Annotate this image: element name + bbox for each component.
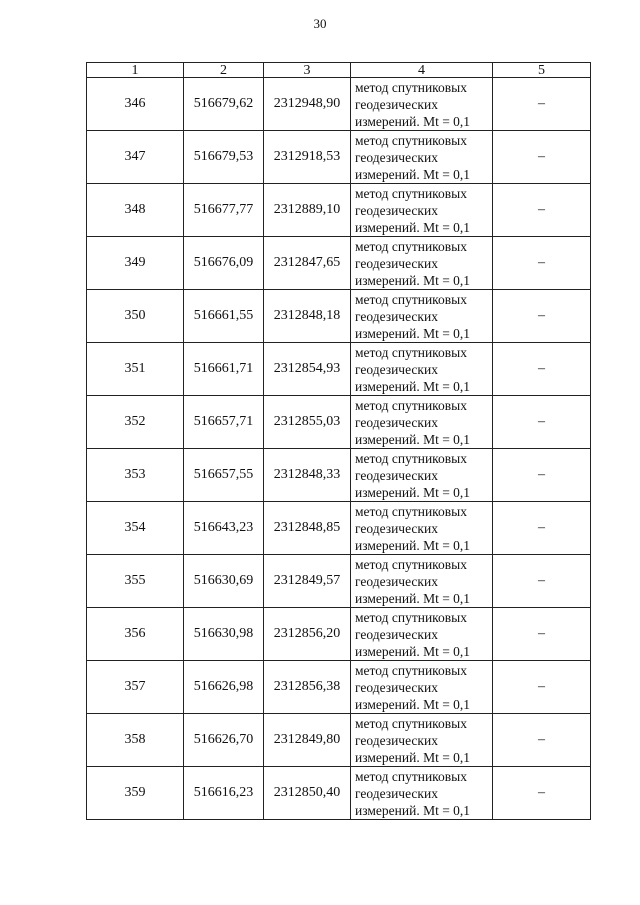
method-line: измерений. Mt = 0,1: [355, 537, 471, 553]
point-number-cell: 346: [87, 78, 184, 131]
method-line: измерений. Mt = 0,1: [355, 431, 471, 447]
y-coordinate-cell: 2312849,57: [264, 555, 351, 608]
table-row: [87, 237, 591, 290]
method-cell: [351, 343, 493, 396]
y-coordinate-cell: 2312850,40: [264, 767, 351, 820]
method-line: метод спутниковых: [355, 185, 467, 201]
method-cell: [351, 78, 493, 131]
method-cell: [351, 237, 493, 290]
method-line: геодезических: [355, 361, 438, 377]
note-cell: –: [493, 608, 591, 661]
x-coordinate-cell: 516626,70: [184, 714, 264, 767]
note-cell: –: [493, 502, 591, 555]
method-line: геодезических: [355, 308, 438, 324]
point-number-cell: 358: [87, 714, 184, 767]
note-cell: –: [493, 661, 591, 714]
method-line: геодезических: [355, 785, 438, 801]
method-line: измерений. Mt = 0,1: [355, 696, 471, 712]
method-line: метод спутниковых: [355, 291, 467, 307]
method-line: измерений. Mt = 0,1: [355, 802, 471, 818]
y-coordinate-cell: 2312848,33: [264, 449, 351, 502]
method-line: метод спутниковых: [355, 503, 467, 519]
point-number-cell: 350: [87, 290, 184, 343]
method-cell: [351, 767, 493, 820]
method-line: измерений. Mt = 0,1: [355, 219, 471, 235]
note-cell: –: [493, 449, 591, 502]
x-coordinate-cell: 516676,09: [184, 237, 264, 290]
y-coordinate-cell: 2312847,65: [264, 237, 351, 290]
point-number-cell: 351: [87, 343, 184, 396]
x-coordinate-cell: 516643,23: [184, 502, 264, 555]
column-header-2: 2: [184, 63, 264, 78]
method-line: геодезических: [355, 626, 438, 642]
note-cell: –: [493, 396, 591, 449]
note-cell: –: [493, 555, 591, 608]
note-cell: –: [493, 290, 591, 343]
method-cell: [351, 661, 493, 714]
method-line: геодезических: [355, 732, 438, 748]
method-cell: [351, 290, 493, 343]
y-coordinate-cell: 2312848,18: [264, 290, 351, 343]
column-header-5: 5: [493, 63, 591, 78]
x-coordinate-cell: 516661,55: [184, 290, 264, 343]
table-row: [87, 343, 591, 396]
table-row: [87, 290, 591, 343]
y-coordinate-cell: 2312889,10: [264, 184, 351, 237]
page-number: 30: [313, 16, 327, 31]
method-cell: [351, 555, 493, 608]
table-row: [87, 449, 591, 502]
x-coordinate-cell: 516677,77: [184, 184, 264, 237]
method-line: измерений. Mt = 0,1: [355, 590, 471, 606]
x-coordinate-cell: 516679,62: [184, 78, 264, 131]
note-cell: –: [493, 184, 591, 237]
table-row: [87, 184, 591, 237]
y-coordinate-cell: 2312856,38: [264, 661, 351, 714]
x-coordinate-cell: 516661,71: [184, 343, 264, 396]
method-line: измерений. Mt = 0,1: [355, 272, 471, 288]
x-coordinate-cell: 516616,23: [184, 767, 264, 820]
method-line: геодезических: [355, 202, 438, 218]
column-header-4: 4: [351, 63, 493, 78]
y-coordinate-cell: 2312855,03: [264, 396, 351, 449]
point-number-cell: 355: [87, 555, 184, 608]
table-row: [87, 131, 591, 184]
method-line: метод спутниковых: [355, 662, 467, 678]
point-number-cell: 348: [87, 184, 184, 237]
method-line: метод спутниковых: [355, 397, 467, 413]
method-line: геодезических: [355, 96, 438, 112]
method-cell: [351, 714, 493, 767]
method-cell: [351, 131, 493, 184]
table-row: [87, 502, 591, 555]
method-line: измерений. Mt = 0,1: [355, 325, 471, 341]
method-line: метод спутниковых: [355, 79, 467, 95]
x-coordinate-cell: 516630,98: [184, 608, 264, 661]
coordinates-table: [86, 62, 591, 820]
table-row: [87, 714, 591, 767]
table-row: [87, 78, 591, 131]
point-number-cell: 353: [87, 449, 184, 502]
table-header: [87, 63, 591, 78]
method-line: метод спутниковых: [355, 609, 467, 625]
note-cell: –: [493, 237, 591, 290]
note-cell: –: [493, 131, 591, 184]
method-line: геодезических: [355, 149, 438, 165]
y-coordinate-cell: 2312856,20: [264, 608, 351, 661]
point-number-cell: 352: [87, 396, 184, 449]
point-number-cell: 357: [87, 661, 184, 714]
y-coordinate-cell: 2312854,93: [264, 343, 351, 396]
method-line: метод спутниковых: [355, 715, 467, 731]
x-coordinate-cell: 516657,71: [184, 396, 264, 449]
method-line: метод спутниковых: [355, 238, 467, 254]
method-line: геодезических: [355, 414, 438, 430]
method-line: метод спутниковых: [355, 450, 467, 466]
y-coordinate-cell: 2312948,90: [264, 78, 351, 131]
note-cell: –: [493, 343, 591, 396]
method-cell: [351, 396, 493, 449]
point-number-cell: 349: [87, 237, 184, 290]
column-header-1: 1: [87, 63, 184, 78]
method-line: измерений. Mt = 0,1: [355, 749, 471, 765]
note-cell: –: [493, 767, 591, 820]
method-line: метод спутниковых: [355, 556, 467, 572]
method-line: измерений. Mt = 0,1: [355, 378, 471, 394]
table-body: [87, 78, 591, 820]
method-cell: [351, 608, 493, 661]
method-line: геодезических: [355, 467, 438, 483]
point-number-cell: 347: [87, 131, 184, 184]
method-line: метод спутниковых: [355, 768, 467, 784]
y-coordinate-cell: 2312848,85: [264, 502, 351, 555]
y-coordinate-cell: 2312849,80: [264, 714, 351, 767]
method-line: измерений. Mt = 0,1: [355, 484, 471, 500]
x-coordinate-cell: 516626,98: [184, 661, 264, 714]
table-row: [87, 767, 591, 820]
x-coordinate-cell: 516679,53: [184, 131, 264, 184]
table-row: [87, 555, 591, 608]
y-coordinate-cell: 2312918,53: [264, 131, 351, 184]
note-cell: –: [493, 714, 591, 767]
header-row: [87, 63, 591, 78]
method-line: геодезических: [355, 255, 438, 271]
method-line: геодезических: [355, 520, 438, 536]
point-number-cell: 354: [87, 502, 184, 555]
point-number-cell: 356: [87, 608, 184, 661]
x-coordinate-cell: 516630,69: [184, 555, 264, 608]
method-line: измерений. Mt = 0,1: [355, 643, 471, 659]
method-line: геодезических: [355, 573, 438, 589]
table-row: [87, 396, 591, 449]
method-line: измерений. Mt = 0,1: [355, 113, 471, 129]
method-line: метод спутниковых: [355, 132, 467, 148]
table-row: [87, 608, 591, 661]
method-line: геодезических: [355, 679, 438, 695]
point-number-cell: 359: [87, 767, 184, 820]
note-cell: –: [493, 78, 591, 131]
method-cell: [351, 502, 493, 555]
method-cell: [351, 184, 493, 237]
column-header-3: 3: [264, 63, 351, 78]
method-line: метод спутниковых: [355, 344, 467, 360]
method-cell: [351, 449, 493, 502]
method-line: измерений. Mt = 0,1: [355, 166, 471, 182]
x-coordinate-cell: 516657,55: [184, 449, 264, 502]
table-row: [87, 661, 591, 714]
